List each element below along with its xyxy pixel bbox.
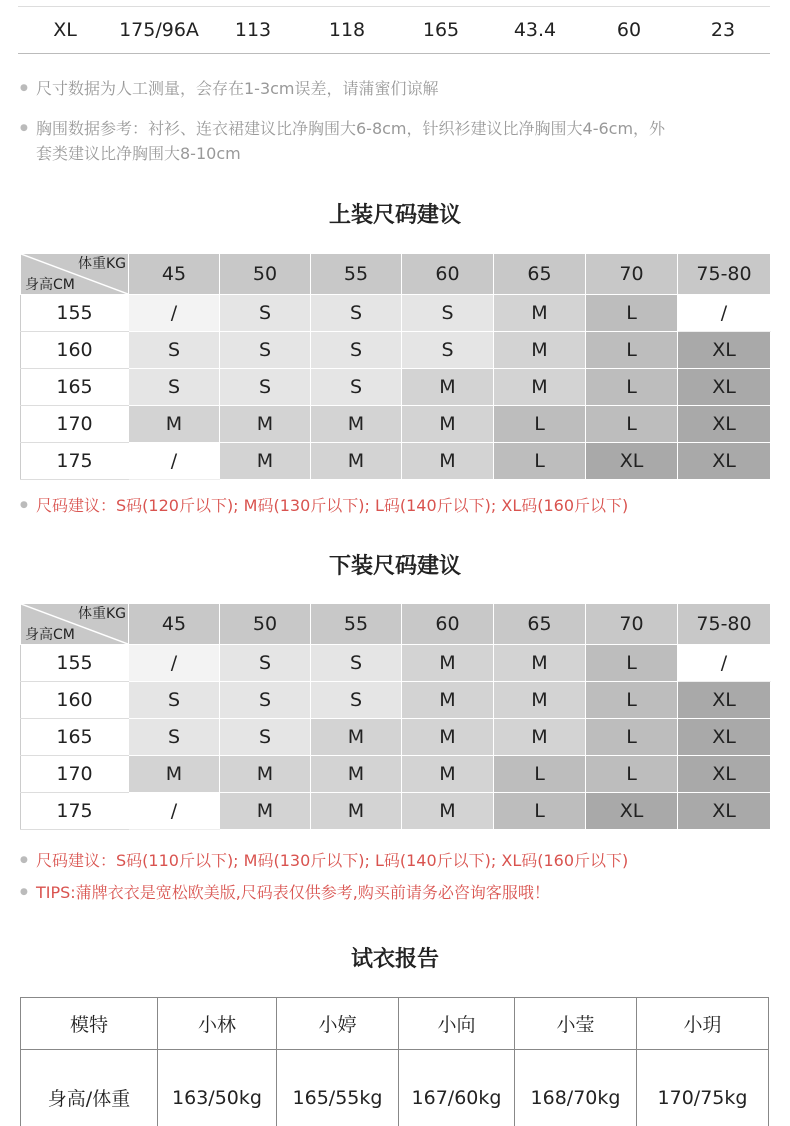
- size-cell: M: [220, 756, 311, 793]
- height-row-header: 175: [21, 443, 129, 480]
- fitting-report-table: [20, 997, 769, 1126]
- size-cell: S: [129, 682, 220, 719]
- bottom-size-table: [20, 603, 771, 830]
- size-row: [21, 443, 771, 480]
- size-cell: S: [311, 332, 402, 369]
- report-cell: 168/70kg: [515, 1050, 637, 1126]
- size-cell: S: [311, 682, 402, 719]
- size-cell: XL: [678, 406, 771, 443]
- top-size-title: 上装尺码建议: [328, 203, 461, 228]
- weight-header-cell: 45: [129, 254, 220, 295]
- size-cell: S: [402, 295, 494, 332]
- size-cell: M: [402, 369, 494, 406]
- size-cell: M: [129, 406, 220, 443]
- size-cell: M: [220, 443, 311, 480]
- size-cell: L: [586, 332, 678, 369]
- height-row-header: 160: [21, 332, 129, 369]
- size-cell: L: [494, 443, 586, 480]
- size-cell: S: [129, 369, 220, 406]
- size-row: [21, 369, 771, 406]
- bottom-size-title: 下装尺码建议: [328, 554, 461, 579]
- measurement-note: ● 尺寸数据为人工测量，会存在1-3cm误差，请蒲蜜们谅解: [20, 76, 439, 101]
- size-cell: XL: [586, 793, 678, 830]
- size-cell: M: [220, 793, 311, 830]
- size-cell: L: [494, 406, 586, 443]
- weight-header-cell: 60: [402, 604, 494, 645]
- size-cell: M: [402, 645, 494, 682]
- size-cell: M: [311, 406, 402, 443]
- table-corner: [21, 254, 129, 295]
- weight-header-cell: 60: [402, 254, 494, 295]
- size-cell: /: [129, 793, 220, 830]
- height-axis-label: 身高CM: [25, 277, 75, 293]
- size-chart-cell: 113: [234, 19, 272, 41]
- size-cell: XL: [678, 719, 771, 756]
- size-cell: L: [586, 719, 678, 756]
- size-cell: M: [402, 756, 494, 793]
- size-chart-cell: 175/96A: [119, 19, 199, 41]
- size-chart-cell: 43.4: [513, 19, 557, 41]
- size-cell: M: [494, 332, 586, 369]
- size-row: [21, 719, 771, 756]
- size-cell: XL: [586, 443, 678, 480]
- size-cell: M: [402, 719, 494, 756]
- height-row-header: 160: [21, 682, 129, 719]
- size-cell: M: [402, 793, 494, 830]
- chest-note: [20, 116, 770, 166]
- tips-note: ● TIPS:蒲牌衣衣是宽松欧美版,尺码表仅供参考,购买前请务必咨询客服哦！: [20, 880, 550, 905]
- size-cell: XL: [678, 443, 771, 480]
- size-cell: L: [586, 406, 678, 443]
- size-cell: S: [311, 645, 402, 682]
- size-row: [21, 332, 771, 369]
- table-corner: [21, 604, 129, 645]
- weight-header-cell: 65: [494, 254, 586, 295]
- size-cell: /: [678, 645, 771, 682]
- height-row-header: 155: [21, 645, 129, 682]
- report-header-cell: 小莹: [515, 998, 637, 1050]
- weight-header-cell: 65: [494, 604, 586, 645]
- size-cell: XL: [678, 332, 771, 369]
- height-row-header: 165: [21, 719, 129, 756]
- height-row-header: 165: [21, 369, 129, 406]
- report-header-cell: 小林: [158, 998, 277, 1050]
- weight-header-cell: 55: [311, 604, 402, 645]
- height-row-header: 175: [21, 793, 129, 830]
- size-cell: S: [311, 295, 402, 332]
- size-cell: M: [494, 719, 586, 756]
- height-row-header: 170: [21, 406, 129, 443]
- height-row-header: 170: [21, 756, 129, 793]
- report-header-cell: 小向: [399, 998, 515, 1050]
- report-cell: 167/60kg: [399, 1050, 515, 1126]
- size-chart-cell: 165: [422, 19, 460, 41]
- size-cell: M: [129, 756, 220, 793]
- size-chart-row-xl: [18, 6, 770, 54]
- top-size-advice: ● 尺码建议：S码(120斤以下); M码(130斤以下); L码(140斤以下); XL码(160斤以下): [20, 493, 628, 518]
- size-cell: /: [129, 295, 220, 332]
- weight-header-cell: 75-80: [678, 604, 771, 645]
- size-cell: S: [220, 369, 311, 406]
- report-header-cell: 小婷: [277, 998, 399, 1050]
- size-cell: S: [220, 682, 311, 719]
- chest-note-line2: 套类建议比净胸围大8-10cm: [36, 144, 241, 163]
- size-cell: M: [402, 406, 494, 443]
- weight-header-cell: 50: [220, 604, 311, 645]
- report-cell: 165/55kg: [277, 1050, 399, 1126]
- size-cell: M: [402, 682, 494, 719]
- size-cell: M: [311, 443, 402, 480]
- size-cell: S: [402, 332, 494, 369]
- size-row: [21, 682, 771, 719]
- size-cell: M: [311, 793, 402, 830]
- size-cell: S: [220, 719, 311, 756]
- size-cell: XL: [678, 756, 771, 793]
- weight-header-cell: 70: [586, 254, 678, 295]
- size-cell: L: [586, 682, 678, 719]
- weight-axis-label: 体重KG: [77, 256, 126, 272]
- report-header-cell: 小玥: [637, 998, 769, 1050]
- size-cell: L: [494, 793, 586, 830]
- size-cell: XL: [678, 369, 771, 406]
- report-cell: 163/50kg: [158, 1050, 277, 1126]
- weight-header-cell: 55: [311, 254, 402, 295]
- size-cell: M: [494, 645, 586, 682]
- size-cell: M: [402, 443, 494, 480]
- size-cell: S: [129, 719, 220, 756]
- size-cell: M: [494, 369, 586, 406]
- size-cell: /: [678, 295, 771, 332]
- size-chart-cell: XL: [53, 19, 77, 41]
- size-cell: M: [220, 406, 311, 443]
- bottom-size-advice: ● 尺码建议：S码(110斤以下); M码(130斤以下); L码(140斤以下); XL码(160斤以下): [20, 848, 628, 873]
- weight-axis-label: 体重KG: [77, 606, 126, 622]
- size-cell: XL: [678, 793, 771, 830]
- size-cell: M: [311, 719, 402, 756]
- size-row: [21, 406, 771, 443]
- size-cell: S: [220, 645, 311, 682]
- top-size-table: [20, 253, 771, 480]
- size-cell: L: [586, 295, 678, 332]
- size-cell: L: [586, 756, 678, 793]
- size-cell: M: [494, 295, 586, 332]
- size-cell: L: [586, 369, 678, 406]
- size-row: [21, 756, 771, 793]
- size-cell: S: [129, 332, 220, 369]
- weight-header-cell: 50: [220, 254, 311, 295]
- size-cell: L: [494, 756, 586, 793]
- size-chart-cell: 60: [616, 19, 642, 41]
- size-cell: S: [220, 295, 311, 332]
- report-cell: 170/75kg: [637, 1050, 769, 1126]
- size-cell: XL: [678, 682, 771, 719]
- report-header-row: [21, 998, 769, 1050]
- size-row: [21, 793, 771, 830]
- table-header-row: [21, 254, 771, 295]
- size-chart-cell: 118: [328, 19, 366, 41]
- weight-header-cell: 45: [129, 604, 220, 645]
- report-header-cell: 模特: [21, 998, 158, 1050]
- size-cell: L: [586, 645, 678, 682]
- size-cell: M: [494, 682, 586, 719]
- height-row-header: 155: [21, 295, 129, 332]
- report-data-row: [21, 1050, 769, 1126]
- size-row: [21, 295, 771, 332]
- weight-header-cell: 75-80: [678, 254, 771, 295]
- size-row: [21, 645, 771, 682]
- report-cell: 身高/体重: [21, 1050, 158, 1126]
- height-axis-label: 身高CM: [25, 627, 75, 643]
- size-cell: M: [311, 756, 402, 793]
- size-chart-cell: 23: [710, 19, 736, 41]
- weight-header-cell: 70: [586, 604, 678, 645]
- table-header-row: [21, 604, 771, 645]
- size-cell: /: [129, 645, 220, 682]
- size-cell: S: [311, 369, 402, 406]
- fitting-report-title: 试衣报告: [350, 947, 439, 972]
- size-cell: S: [220, 332, 311, 369]
- chest-note-line1: 胸围数据参考：衬衫、连衣裙建议比净胸围大6-8cm，针织衫建议比净胸围大4-6cm，外: [36, 119, 666, 138]
- size-cell: /: [129, 443, 220, 480]
